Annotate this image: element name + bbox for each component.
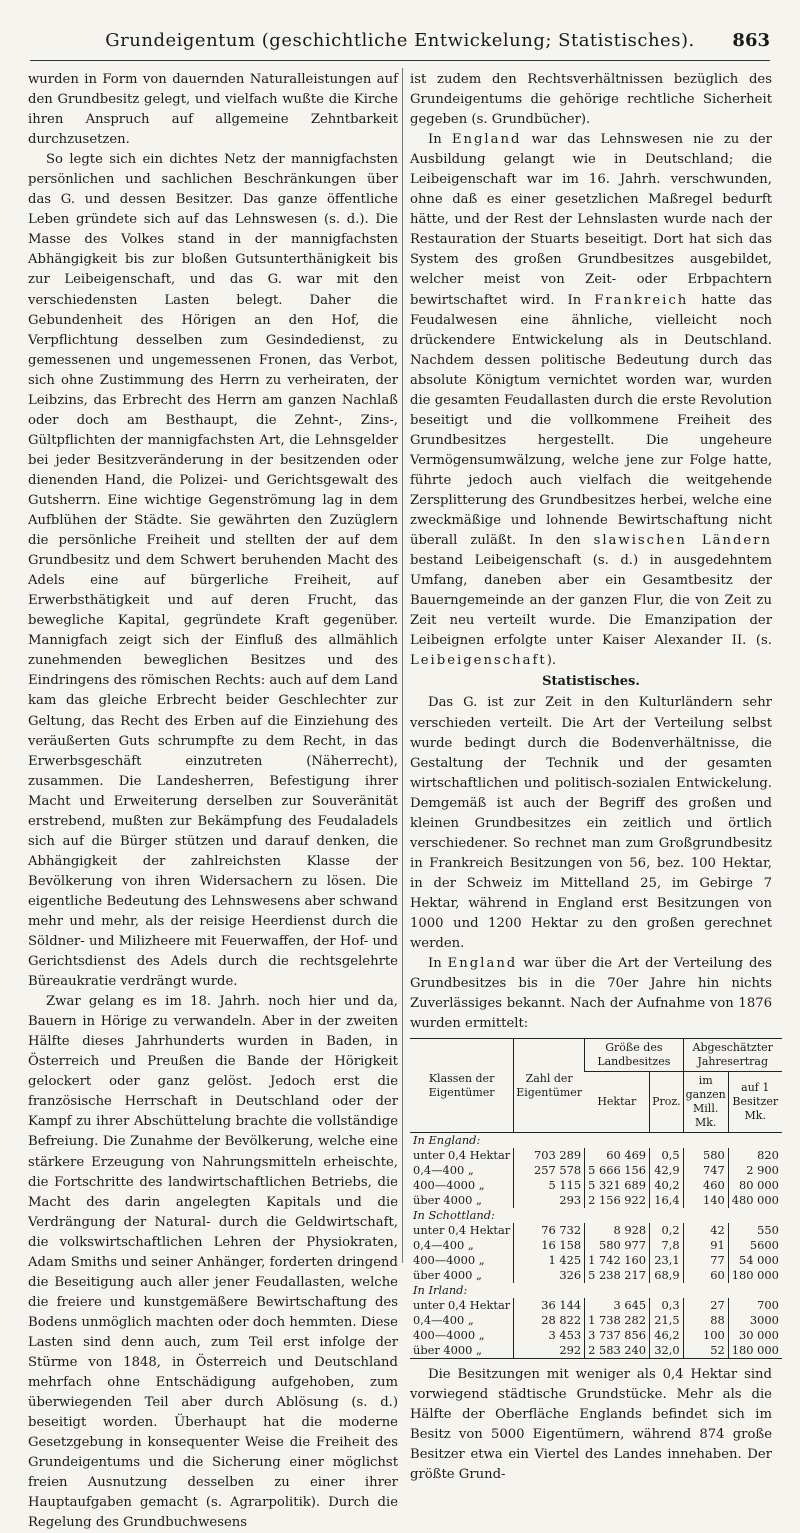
table-cell: 5 666 156 [585, 1163, 650, 1178]
column-header: im ganzen Mill. Mk. [683, 1072, 728, 1133]
table-cell: 28 822 [514, 1313, 585, 1328]
table-cell: 2 156 922 [585, 1193, 650, 1208]
table-cell: 326 [514, 1268, 585, 1283]
emphasis: England [451, 132, 522, 148]
column-divider [402, 68, 403, 1263]
column-header: Proz. [650, 1072, 684, 1133]
table-cell: 0,4—400 „ [413, 1163, 474, 1178]
text-run: ). [546, 653, 557, 669]
table-cell: 140 [683, 1193, 728, 1208]
table-cell: 2 900 [728, 1163, 782, 1178]
table-cell: über 4000 „ [413, 1193, 482, 1208]
table-row [410, 1298, 782, 1313]
emphasis: Frankreich [594, 292, 689, 308]
table-cell: 180 000 [728, 1268, 782, 1283]
table-cell: 400—4000 „ [413, 1253, 485, 1268]
table-cell: 5 238 217 [585, 1268, 650, 1283]
statistics-table [410, 1038, 782, 1359]
column-header: Abgeschätzter Jahresertrag [683, 1039, 782, 1072]
table-cell: unter 0,4 Hektar [413, 1148, 511, 1163]
table-row [410, 1178, 782, 1193]
emphasis: slawischen Ländern [593, 533, 773, 549]
left-column [28, 70, 398, 1533]
table-cell: 30 000 [728, 1328, 782, 1343]
table-cell: 8 928 [585, 1223, 650, 1238]
table-cell: 0,5 [650, 1148, 684, 1163]
table-cell: 100 [683, 1328, 728, 1343]
table-cell: 400—4000 „ [413, 1178, 485, 1193]
table-cell: 42 [683, 1223, 728, 1238]
table-cell: 36 144 [514, 1298, 585, 1313]
text-run: hatte das Feudalwesen eine ähnliche, vielleicht noch drückendere Entwickelung als in Deutschland. Nachdem dessen politische Bedeutung durch das absolute Königtum vernichtet worden war, wurden die gesamten Feudallasten durch die erste Revolution beseitigt und die vollkommene Freiheit des Grundbesitzes hergestellt. Die ungeheure Vermögensumwälzung, welche jene zur Folge hatte, führte jedoch auch vielfach die weitgehende Zersplitterung des Grundbesitzes herbei, welche eine zweckmäßige und lohnende Bewirtschaftung nicht überall zuläßt. In den [410, 292, 773, 549]
table-cell: 293 [514, 1193, 585, 1208]
paragraph: Das G. ist zur Zeit in den Kulturländern sehr verschieden verteilt. Die Art der Verteilung selbst wurde bedingt durch die Bodenverhältnisse, die Gestaltung der Technik und der gesamten wirtschaftlichen und politisch-sozialen Entwickelung. Demgemäß ist auch der Begriff des großen und kleinen Grundbesitzes ein zeitlich und örtlich verschiedener. So rechnet man zum Großgrundbesitz in Frankreich Besitzungen von 56, bez. 100 Hektar, in der Schweiz im Mittelland 25, im Gebirge 7 Hektar, während in England erst Besitzungen von 1000 und 1200 Hektar zu den großen gerechnet werden. [410, 695, 772, 952]
column-header: Zahl der Eigentümer [514, 1039, 585, 1133]
table-row [410, 1313, 782, 1328]
table-body [410, 1133, 782, 1359]
table-cell: 3000 [728, 1313, 782, 1328]
table-row [410, 1193, 782, 1208]
column-header: Größe des Landbesitzes [585, 1039, 684, 1072]
table-cell: 21,5 [650, 1313, 684, 1328]
table-cell: 0,4—400 „ [413, 1313, 474, 1328]
table-row [410, 1223, 782, 1238]
paragraph: ist zudem den Rechtsverhältnissen bezüglich des Grundeigentums die gehörige rechtliche Sicherheit gegeben (s. Grundbücher). [410, 72, 772, 128]
text-run: bestand Leibeigenschaft (s. d.) in ausgedehntem Umfang, daneben aber ein Gesamtbesitz der Bauerngemeinde an der ganzen Flur, die von Zeit zu Zeit neu verteilt wurde. Die Emanzipation der Leibeignen erfolgte unter Kaiser Alexander II. (s. [410, 553, 772, 649]
table-cell: über 4000 „ [413, 1268, 482, 1283]
table-cell: 747 [683, 1163, 728, 1178]
table-section-row [410, 1283, 782, 1298]
table-cell: 23,1 [650, 1253, 684, 1268]
emphasis: England [447, 956, 518, 972]
table-cell: 60 469 [585, 1148, 650, 1163]
table-cell: 180 000 [728, 1343, 782, 1359]
table-cell: 7,8 [650, 1238, 684, 1253]
table-cell: 820 [728, 1148, 782, 1163]
section-label: In Schottland: [413, 1208, 495, 1223]
table-cell: 54 000 [728, 1253, 782, 1268]
paragraph: Die Besitzungen mit weniger als 0,4 Hektar sind vorwiegend städtische Grundstücke. Mehr als die Hälfte der Oberfläche Englands befindet sich im Besitz von 5000 Eigentümern, während 874 große Besitzer etwa ein Viertel des Landes innehaben. Der größte Grund- [410, 1367, 772, 1483]
table-cell: 80 000 [728, 1178, 782, 1193]
table-cell: 68,9 [650, 1268, 684, 1283]
table-cell: 580 977 [585, 1238, 650, 1253]
table-cell: 550 [728, 1223, 782, 1238]
column-header: Klassen der Eigentümer [410, 1039, 514, 1133]
table-cell: 1 738 282 [585, 1313, 650, 1328]
table-cell: 703 289 [514, 1148, 585, 1163]
table-section-row [410, 1208, 782, 1223]
table-cell: 0,2 [650, 1223, 684, 1238]
table-row [410, 1238, 782, 1253]
table-row [410, 1163, 782, 1178]
text-run: war über die Art der Verteilung des Grundbesitzes bis in die 70er Jahre hin nichts Zuverlässiges bekannt. Nach der Aufnahme von 1876 wurden ermittelt: [410, 956, 772, 1032]
section-label: In Irland: [413, 1283, 468, 1298]
paragraph [410, 130, 772, 671]
table-cell: 16,4 [650, 1193, 684, 1208]
table-cell: 52 [683, 1343, 728, 1359]
table-cell: 257 578 [514, 1163, 585, 1178]
table-cell: 700 [728, 1298, 782, 1313]
paragraph: Zwar gelang es im 18. Jahrh. noch hier und da, Bauern in Hörige zu verwandeln. Aber in der zweiten Hälfte dieses Jahrhunderts wurden in Baden, in Österreich und Preußen die Bande der Hörigkeit gelockert oder ganz gelöst. Jedoch erst die französische Herrschaft in Deutschland oder der Kampf zu ihrer Abschüttelung brachte die vollständige Befreiung. Die Zunahme der Bevölkerung, welche eine stärkere Erzeugung von Nahrungsmitteln erheischte, die Fortschritte des landwirtschaftlichen Betriebs, die Macht des darin angelegten Kapitals und die Verdrängung der Natural- durch die Geldwirtschaft, die volkswirtschaftlichen Lehren der Physiokraten, Adam Smiths und seiner Anhänger, forderten dringend die Beseitigung auch aller jener Feudallasten, welche die freiere und kunstgemäßere Bewirtschaftung des Bodens unmöglich machten oder doch hemmten. Diese Lasten sind denn auch, zum Teil erst infolge der Stürme von 1848, in Österreich und Deutschland mehrfach ohne Entschädigung aufgehoben, zum überwiegenden Teil aber durch Ablösung (s. d.) beseitigt worden. Überhaupt hat die moderne Gesetzgebung in konsequenter Weise die Freiheit des Grundeigentums und die Sicherung einer möglichst freien Ausnutzung desselben zu einer ihrer Hauptaufgaben gemacht (s. Agrarpolitik). Durch die Regelung des Grundbuchwesens [28, 994, 398, 1531]
table-cell: 2 583 240 [585, 1343, 650, 1359]
table-cell: 5 115 [514, 1178, 585, 1193]
table-cell: 5 321 689 [585, 1178, 650, 1193]
table-cell: 91 [683, 1238, 728, 1253]
table-cell: unter 0,4 Hektar [413, 1223, 511, 1238]
table-cell: 1 742 160 [585, 1253, 650, 1268]
table-cell: 1 425 [514, 1253, 585, 1268]
column-header: Hektar [585, 1072, 650, 1133]
table-cell: 46,2 [650, 1328, 684, 1343]
paragraph [410, 954, 772, 1034]
table-cell: 3 453 [514, 1328, 585, 1343]
table-cell: 3 645 [585, 1298, 650, 1313]
cross-reference: Leibeigenschaft [410, 653, 547, 669]
table-cell: 5600 [728, 1238, 782, 1253]
page-header [30, 28, 770, 61]
table-row [410, 1343, 782, 1359]
table-cell: 76 732 [514, 1223, 585, 1238]
table-cell: 3 737 856 [585, 1328, 650, 1343]
table-cell: 27 [683, 1298, 728, 1313]
table-row [410, 1268, 782, 1283]
table-cell: 400—4000 „ [413, 1328, 485, 1343]
table-cell: unter 0,4 Hektar [413, 1298, 511, 1313]
table-row [410, 1148, 782, 1163]
paragraph: So legte sich ein dichtes Netz der mannigfachsten persönlichen und sachlichen Beschränkungen über das G. und dessen Besitzer. Das ganze öffentliche Leben gründete sich auf das Lehnswesen (s. d.). Die Masse des Volkes stand in der mannigfachsten Abhängigkeit bis zur bloßen Gutsunterthänigkeit bis zur Leibeigenschaft, und das G. war mit den verschiedensten Lasten belegt. Daher die Gebundenheit des Hörigen an den Hof, die Verpflichtung desselben zum Gesindedienst, zu gemessenen und ungemessenen Fronen, das Verbot, sich ohne Zustimmung des Herrn zu verheiraten, der Leibzins, das Erbrecht des Herrn am ganzen Nachlaß oder doch am Besthaupt, die Zehnt-, Zins-, Gültpflichten der mannigfachsten Art, die Lehnsgelder bei jeder Besitzveränderung in der besitzenden oder dienenden Hand, die Polizei- und Gerichtsgewalt des Gutsherrn. Eine wichtige Gegenströmung lag in dem Aufblühen der Städte. Sie gewährten den Zuzüglern die persönliche Freiheit und stellten der auf dem Grundbesitz und dem Schwert beruhenden Macht des Adels eine auf bürgerliche Freiheit, auf Erwerbsthätigkeit und auf deren Frucht, das bewegliche Kapital, gegründete Kraft gegenüber. Mannigfach zeigt sich der Einfluß des allmählich zunehmenden beweglichen Besitzes und des Eindringens des römischen Rechts: auch auf dem Land kam das gleiche Erbrecht beider Geschlechter zur Geltung, das Recht des Erben auf die Einziehung des veräußerten Guts schrumpfte zu dem Recht, in das Erwerbsgeschäft einzutreten (Näherrecht), zusammen. Die Landesherren, Befestigung ihrer Macht und Erweiterung derselben zur Souveränität erstrebend, mußten zur Bekämpfung des Feudaladels sich auf die Bürger stützen und darauf denken, die Abhängigkeit der zahlreichsten Klasse der Bevölkerung von ihren Widersachern zu lösen. Die eigentliche Bedeutung des Lehnswesens aber schwand mehr und mehr, als der reisige Heerdienst durch die Söldner- und Milizheere mit Feuerwaffen, der Hof- und Gerichtsdienst des Adels durch die rechtsgelehrte Büreaukratie verdrängt wurde. [28, 152, 398, 990]
table-cell: 0,3 [650, 1298, 684, 1313]
table-row [410, 1328, 782, 1343]
section-label: In England: [413, 1133, 481, 1148]
paragraph: wurden in Form von dauernden Naturalleistungen auf den Grundbesitz gelegt, und vielfach wußte die Kirche ihren Anspruch auf allgemeine Zehntbarkeit durchzusetzen. [28, 72, 398, 148]
table-cell: 42,9 [650, 1163, 684, 1178]
table-cell: 480 000 [728, 1193, 782, 1208]
section-heading: Statistisches. [542, 674, 640, 690]
table-cell: 0,4—400 „ [413, 1238, 474, 1253]
text-run: war das Lehnswesen nie zu der Ausbildung gelangt wie in Deutschland; die Leibeigenschaft war im 16. Jahrh. verschwunden, ohne daß es einer gesetzlichen Maßregel bedurft hätte, und der Rest der Lehnslasten wurde nach der Restauration der Stuarts beseitigt. Dort hat sich das System des großen Grundbesitzes ausgebildet, welcher meist von Zeit- oder Erbpachtern bewirtschaftet wird. In [410, 132, 772, 308]
page-number: 863 [732, 30, 770, 51]
table-cell: 32,0 [650, 1343, 684, 1359]
page-title: Grundeigentum (geschichtliche Entwickelung; Statistisches). [105, 30, 695, 51]
table-cell: 60 [683, 1268, 728, 1283]
table-cell: 88 [683, 1313, 728, 1328]
table-cell: über 4000 „ [413, 1343, 482, 1358]
table-cell: 292 [514, 1343, 585, 1359]
table-cell: 40,2 [650, 1178, 684, 1193]
table-cell: 16 158 [514, 1238, 585, 1253]
text-run: In [428, 956, 448, 972]
text-run: In [428, 132, 452, 148]
right-column [410, 70, 779, 1486]
table-cell: 77 [683, 1253, 728, 1268]
table-row [410, 1253, 782, 1268]
table-section-row [410, 1133, 782, 1149]
table-cell: 580 [683, 1148, 728, 1163]
table-cell: 460 [683, 1178, 728, 1193]
column-header: auf 1 Besitzer Mk. [728, 1072, 782, 1133]
